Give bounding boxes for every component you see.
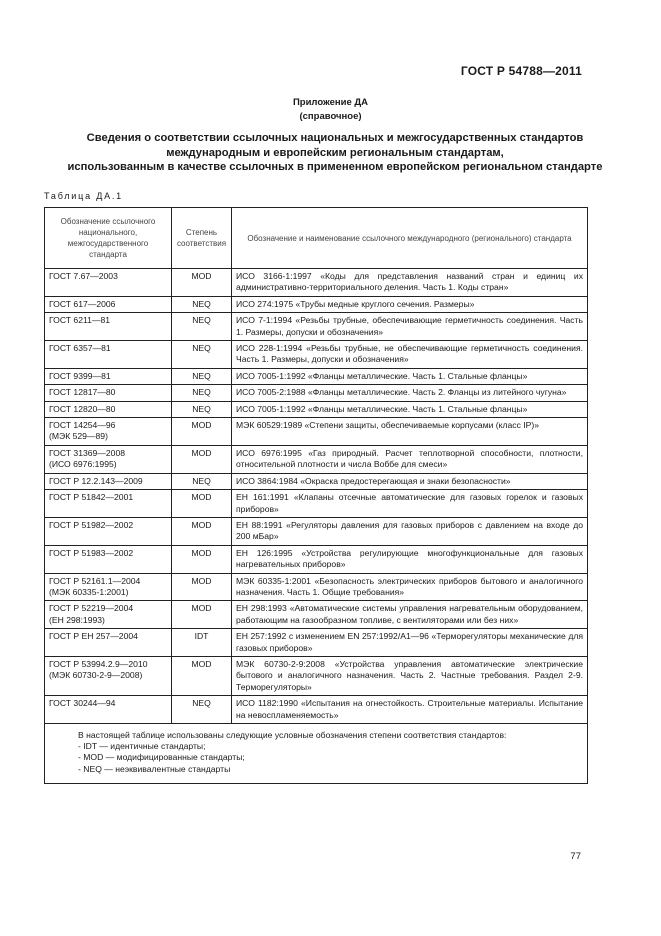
cell-national-standard: ГОСТ Р 52161.1—2004 (МЭК 60335-1:2001) (45, 573, 172, 601)
header-international-standard: Обозначение и наименование ссылочного международного (регионального) стандарта (232, 208, 588, 269)
correspondence-table (44, 207, 588, 784)
table-row (45, 696, 588, 724)
table-row (45, 445, 588, 473)
page-title (40, 131, 630, 175)
cell-international-standard: ИСО 1182:1990 «Испытания на огнестойкость. Строительные материалы. Испытание на невоспламеняемость» (232, 696, 588, 724)
header-national-standard: Обозначение ссылочного национального, межгосударственного стандарта (45, 208, 172, 269)
table-row (45, 385, 588, 401)
table-note (45, 724, 588, 784)
cell-international-standard: ЕН 126:1995 «Устройства регулирующие многофункциональные для газовых нагревательных приборов» (232, 545, 588, 573)
cell-international-standard: ИСО 228-1:1994 «Резьбы трубные, не обеспечивающие герметичность соединения. Часть 1. Размеры, допуски и обозначения» (232, 341, 588, 369)
title-line-2: международным и европейским региональным стандартам, (166, 146, 504, 159)
cell-international-standard: ИСО 6976:1995 «Газ природный. Расчет теплотворной способности, плотности, относительной плотности и числа Воббе для смеси» (232, 445, 588, 473)
page-number: 77 (570, 851, 581, 862)
cell-degree: NEQ (172, 368, 232, 384)
table-row (45, 418, 588, 446)
table-row (45, 341, 588, 369)
appendix-title: Приложение ДА (292, 97, 369, 108)
table-row (45, 490, 588, 518)
cell-degree: IDT (172, 629, 232, 657)
appendix-subtitle: (справочное) (299, 111, 362, 122)
cell-degree: NEQ (172, 296, 232, 312)
cell-international-standard: ИСО 274:1975 «Трубы медные круглого сечения. Размеры» (232, 296, 588, 312)
cell-degree: MOD (172, 269, 232, 297)
cell-degree: NEQ (172, 401, 232, 417)
cell-national-standard: ГОСТ 12817—80 (45, 385, 172, 401)
note-item-idt: - IDT — идентичные стандарты; (78, 741, 206, 752)
table-row (45, 573, 588, 601)
table-row (45, 313, 588, 341)
cell-degree: MOD (172, 601, 232, 629)
table-caption: Таблица ДА.1 (44, 191, 123, 201)
cell-degree: MOD (172, 656, 232, 695)
table-row (45, 517, 588, 545)
cell-international-standard: МЭК 60730-2-9:2008 «Устройства управления автоматические электрические бытового и аналогичного назначения. Часть 2. Частные требования. Раздел 2-9. Терморегуляторы» (232, 656, 588, 695)
cell-international-standard: ИСО 7005-1:1992 «Фланцы металлические. Часть 1. Стальные фланцы» (232, 401, 588, 417)
table-header-row (45, 208, 588, 269)
table-row (45, 601, 588, 629)
cell-national-standard: ГОСТ 14254—96 (МЭК 529—89) (45, 418, 172, 446)
cell-international-standard: ИСО 7-1:1994 «Резьбы трубные, обеспечивающие герметичность соединения. Часть 1. Размеры, допуски и обозначения» (232, 313, 588, 341)
title-line-1: Сведения о соответствии ссылочных национальных и межгосударственных стандартов (86, 132, 584, 144)
table-row (45, 545, 588, 573)
cell-degree: NEQ (172, 341, 232, 369)
table-row (45, 656, 588, 695)
cell-international-standard: ЕН 298:1993 «Автоматические системы управления нагревательным оборудованием, работающим на газообразном топливе, с вентиляторами или без них» (232, 601, 588, 629)
cell-degree: MOD (172, 517, 232, 545)
note-item-neq: - NEQ — неэквивалентные стандарты (78, 763, 231, 774)
table-row (45, 473, 588, 489)
cell-national-standard: ГОСТ Р 51983—2002 (45, 545, 172, 573)
cell-degree: MOD (172, 418, 232, 446)
table-note-row (45, 724, 588, 784)
cell-international-standard: ЕН 257:1992 с изменением EN 257:1992/A1—96 «Терморегуляторы механические для газовых приборов» (232, 629, 588, 657)
cell-international-standard: ИСО 3166-1:1997 «Коды для представления названий стран и единиц их административно-территориального деления. Часть 1. Коды стран» (232, 269, 588, 297)
cell-national-standard: ГОСТ 30244—94 (45, 696, 172, 724)
cell-national-standard: ГОСТ Р ЕН 257—2004 (45, 629, 172, 657)
cell-national-standard: ГОСТ Р 12.2.143—2009 (45, 473, 172, 489)
cell-national-standard: ГОСТ 12820—80 (45, 401, 172, 417)
document-code: ГОСТ Р 54788—2011 (460, 64, 582, 78)
cell-national-standard: ГОСТ 6357—81 (45, 341, 172, 369)
cell-international-standard: ИСО 3864:1984 «Окраска предостерегающая и знаки безопасности» (232, 473, 588, 489)
header-degree: Степень соответствия (172, 208, 232, 269)
correspondence-table-container (44, 207, 587, 784)
cell-international-standard: МЭК 60529:1989 «Степени защиты, обеспечиваемые корпусами (класс IP)» (232, 418, 588, 446)
cell-degree: NEQ (172, 473, 232, 489)
note-item-mod: - MOD — модифицированные стандарты; (78, 752, 245, 763)
cell-national-standard: ГОСТ Р 51842—2001 (45, 490, 172, 518)
note-intro: В настоящей таблице использованы следующие условные обозначения степени соответствия стандартов: (78, 730, 507, 740)
cell-national-standard: ГОСТ Р 52219—2004 (ЕН 298:1993) (45, 601, 172, 629)
title-line-3: использованным в качестве ссылочных в примененном европейском региональном стандарте (67, 161, 603, 173)
cell-degree: NEQ (172, 385, 232, 401)
table-row (45, 368, 588, 384)
table-row (45, 269, 588, 297)
cell-national-standard: ГОСТ 7.67—2003 (45, 269, 172, 297)
cell-international-standard: ИСО 7005-1:1992 «Фланцы металлические. Часть 1. Стальные фланцы» (232, 368, 588, 384)
cell-international-standard: ИСО 7005-2:1988 «Фланцы металлические. Часть 2. Фланцы из литейного чугуна» (232, 385, 588, 401)
cell-international-standard: ЕН 88:1991 «Регуляторы давления для газовых приборов с давлением на входе до 200 мБар» (232, 517, 588, 545)
appendix-heading (0, 96, 661, 124)
cell-national-standard: ГОСТ 617—2006 (45, 296, 172, 312)
cell-national-standard: ГОСТ 31369—2008 (ИСО 6976:1995) (45, 445, 172, 473)
cell-national-standard: ГОСТ Р 51982—2002 (45, 517, 172, 545)
cell-national-standard: ГОСТ 9399—81 (45, 368, 172, 384)
table-row (45, 401, 588, 417)
table-row (45, 296, 588, 312)
cell-degree: MOD (172, 490, 232, 518)
cell-degree: MOD (172, 445, 232, 473)
cell-degree: NEQ (172, 313, 232, 341)
table-row (45, 629, 588, 657)
cell-degree: MOD (172, 573, 232, 601)
cell-national-standard: ГОСТ Р 53994.2.9—2010 (МЭК 60730-2-9—2008) (45, 656, 172, 695)
cell-degree: MOD (172, 545, 232, 573)
cell-national-standard: ГОСТ 6211—81 (45, 313, 172, 341)
cell-degree: NEQ (172, 696, 232, 724)
cell-international-standard: ЕН 161:1991 «Клапаны отсечные автоматические для газовых горелок и газовых приборов» (232, 490, 588, 518)
cell-international-standard: МЭК 60335-1:2001 «Безопасность электрических приборов бытового и аналогичного назначения. Часть 1. Общие требования» (232, 573, 588, 601)
